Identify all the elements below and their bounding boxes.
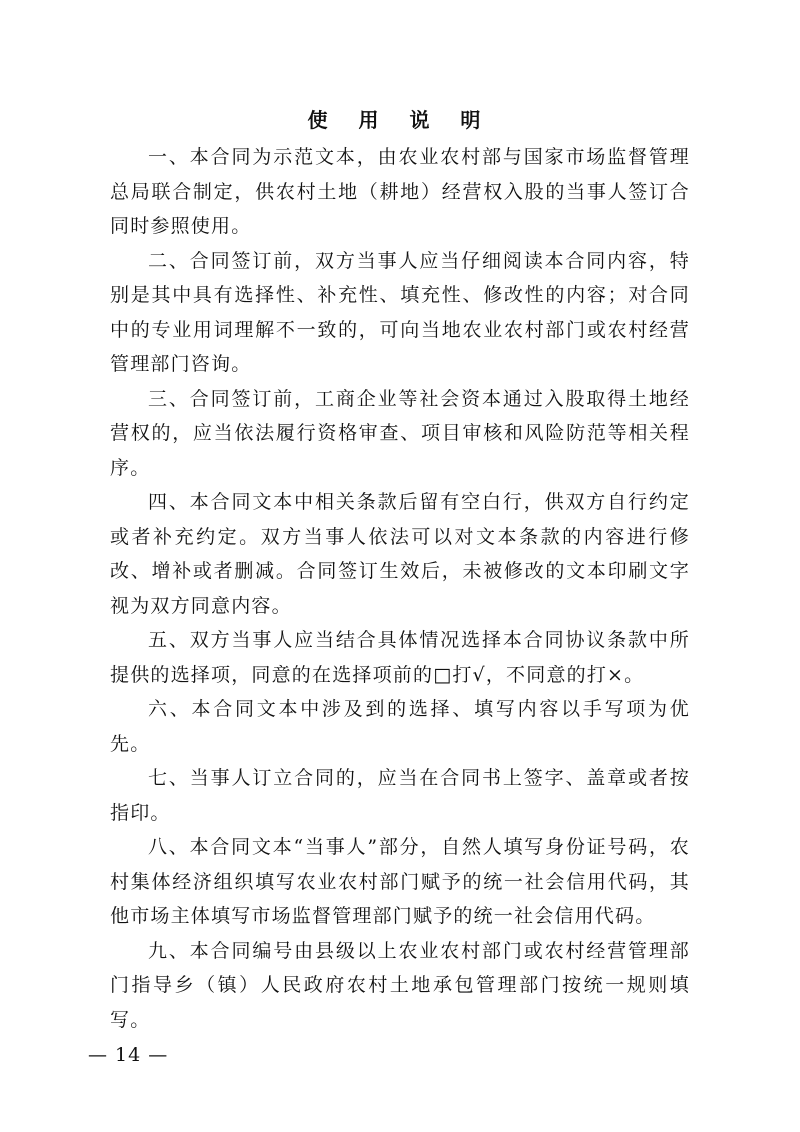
paragraph-7: 七、当事人订立合同的，应当在合同书上签字、盖章或者按指印。 (110, 767, 690, 824)
instructions-body (110, 140, 690, 1037)
paragraph-9: 九、本合同编号由县级以上农业农村部门或农村经营管理部门指导乡（镇）人民政府农村土地承包管理部门按统一规则填写。 (110, 939, 690, 1031)
page-number: — 14 — (88, 1044, 169, 1066)
paragraph-2: 二、合同签订前，双方当事人应当仔细阅读本合同内容，特别是其中具有选择性、补充性、填充性、修改性的内容；对合同中的专业用词理解不一致的，可向当地农业农村部门或农村经营管理部门咨询。 (110, 249, 690, 375)
paragraph-5: 五、双方当事人应当结合具体情况选择本合同协议条款中所提供的选择项，同意的在选择项前的□打√，不同意的打×。 (110, 629, 690, 686)
paragraph-3: 三、合同签订前，工商企业等社会资本通过入股取得土地经营权的，应当依法履行资格审查、项目审核和风险防范等相关程序。 (110, 387, 690, 479)
paragraph-1: 一、本合同为示范文本，由农业农村部与国家市场监督管理总局联合制定，供农村土地（耕地）经营权入股的当事人签订合同时参照使用。 (110, 146, 690, 237)
paragraph-4: 四、本合同文本中相关条款后留有空白行，供双方自行约定或者补充约定。双方当事人依法可以对文本条款的内容进行修改、增补或者删减。合同签订生效后，未被修改的文本印刷文字视为双方同意内容。 (110, 491, 690, 617)
paragraph-6: 六、本合同文本中涉及到的选择、填写内容以手写项为优先。 (110, 698, 690, 755)
page-title: 使 用 说 明 (307, 108, 493, 132)
paragraph-8: 八、本合同文本“当事人”部分，自然人填写身份证号码，农村集体经济组织填写农业农村部门赋予的统一社会信用代码，其他市场主体填写市场监督管理部门赋予的统一社会信用代码。 (110, 836, 690, 927)
